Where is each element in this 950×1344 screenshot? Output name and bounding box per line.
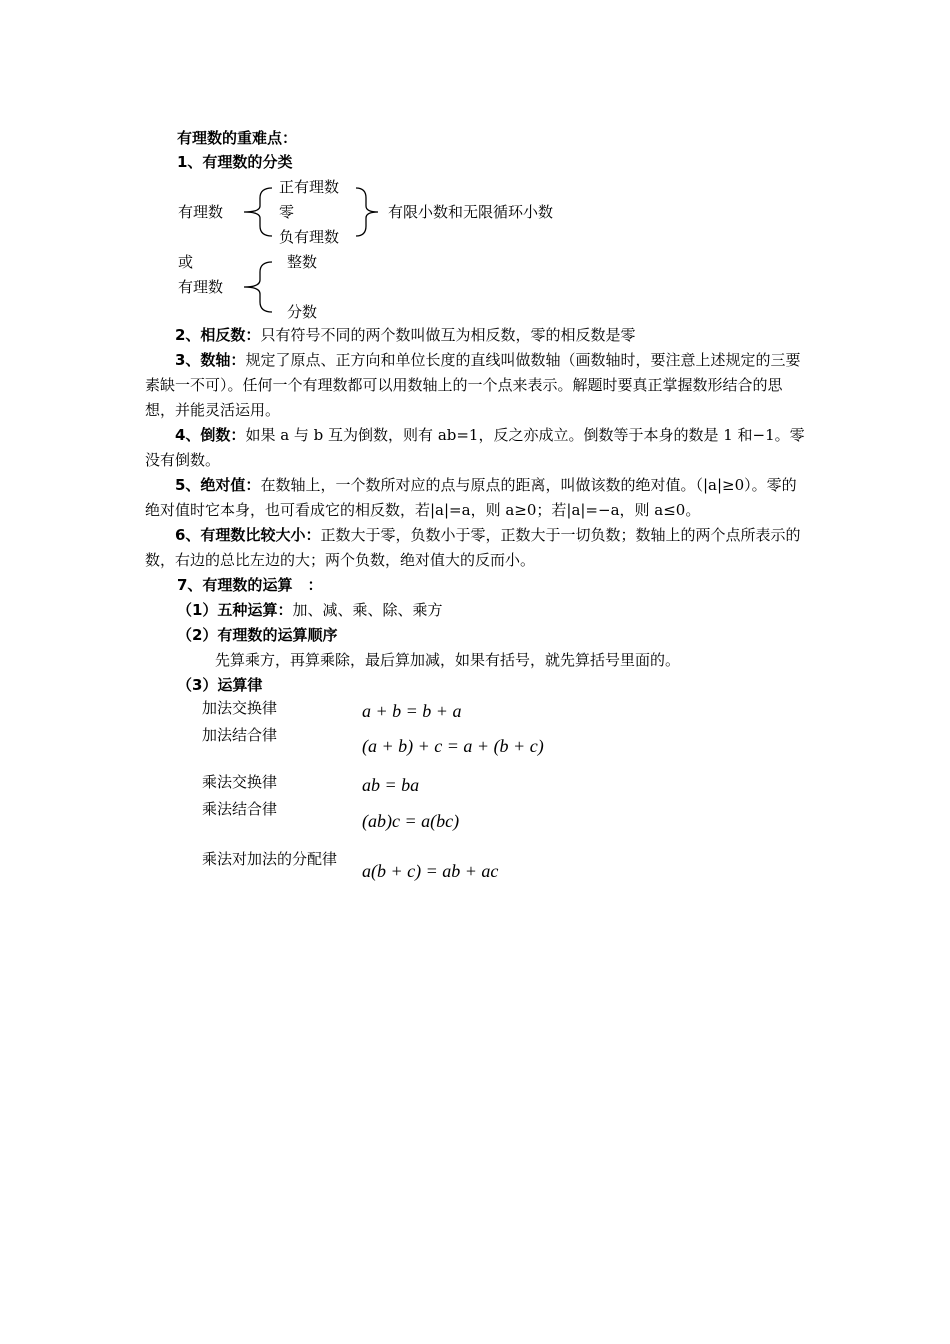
law-formula: a + b = b + a — [362, 701, 462, 721]
section-2-title: 2、相反数： — [175, 326, 261, 344]
subsection-1 — [177, 600, 442, 620]
category-item: 负有理数 — [279, 228, 340, 246]
law-name: 乘法交换律 — [202, 773, 278, 791]
root-label: 有理数 — [178, 278, 224, 296]
law-name: 乘法结合律 — [202, 800, 278, 818]
left-brace — [240, 258, 280, 316]
right-brace — [352, 184, 382, 240]
subsection-1-title: （1）五种运算： — [177, 601, 293, 619]
category-item: 整数 — [287, 253, 318, 271]
section-3-text: 规定了原点、正方向和单位长度的直线叫做数轴（画数轴时，要注意上述规定的三要素缺一不可）。任何一个有理数都可以用数轴上的一个点来表示。解题时要真正掌握数形结合的思想，并能灵活运用。 — [145, 351, 801, 419]
or-label: 或 — [178, 253, 194, 271]
left-brace — [240, 184, 280, 240]
section-1-title: 1、有理数的分类 — [177, 153, 293, 171]
section-2-text: 只有符号不同的两个数叫做互为相反数，零的相反数是零 — [260, 326, 636, 344]
section-6-title: 6、有理数比较大小： — [175, 526, 321, 544]
section-6-text: 正数大于零，负数小于零，正数大于一切负数；数轴上的两个点所表示的数，右边的总比左边的大；两个负数，绝对值大的反而小。 — [145, 526, 801, 569]
root-label: 有理数 — [178, 203, 224, 221]
law-formula: ab = ba — [362, 775, 420, 795]
subsection-2-text: 先算乘方，再算乘除，最后算加减，如果有括号，就先算括号里面的。 — [215, 651, 681, 669]
section-6 — [145, 523, 810, 573]
section-5-text: 在数轴上，一个数所对应的点与原点的距离，叫做该数的绝对值。（|a|≥0）。零的绝对值时它本身，也可看成它的相反数，若|a|=a，则 a≥0；若|a|=−a，则 a≤0。 — [145, 476, 797, 519]
section-3-title: 3、数轴： — [175, 351, 246, 369]
section-5-title: 5、绝对值： — [175, 476, 261, 494]
section-2 — [145, 323, 810, 348]
category-result: 有限小数和无限循环小数 — [388, 203, 554, 221]
subsection-3-title: （3）运算律 — [177, 676, 263, 694]
page-title: 有理数的重难点： — [177, 129, 298, 147]
law-name: 乘法对加法的分配律 — [202, 850, 338, 868]
subsection-2-title: （2）有理数的运算顺序 — [177, 626, 338, 644]
law-name: 加法交换律 — [202, 699, 278, 717]
section-7-title: 7、有理数的运算 ： — [177, 576, 323, 594]
section-4-title: 4、倒数： — [175, 426, 246, 444]
category-item: 分数 — [287, 303, 318, 321]
category-item: 正有理数 — [279, 178, 340, 196]
section-3 — [145, 348, 810, 423]
section-4-text: 如果 a 与 b 互为倒数，则有 ab=1，反之亦成立。倒数等于本身的数是 1 和−1。零没有倒数。 — [145, 426, 805, 469]
law-name: 加法结合律 — [202, 726, 278, 744]
law-formula: (a + b) + c = a + (b + c) — [362, 736, 544, 756]
law-formula: (ab)c = a(bc) — [362, 811, 460, 831]
section-4 — [145, 423, 810, 473]
category-item: 零 — [279, 203, 295, 221]
section-5 — [145, 473, 810, 523]
subsection-1-text: 加、减、乘、除、乘方 — [292, 601, 443, 619]
law-formula: a(b + c) = ab + ac — [362, 861, 499, 881]
